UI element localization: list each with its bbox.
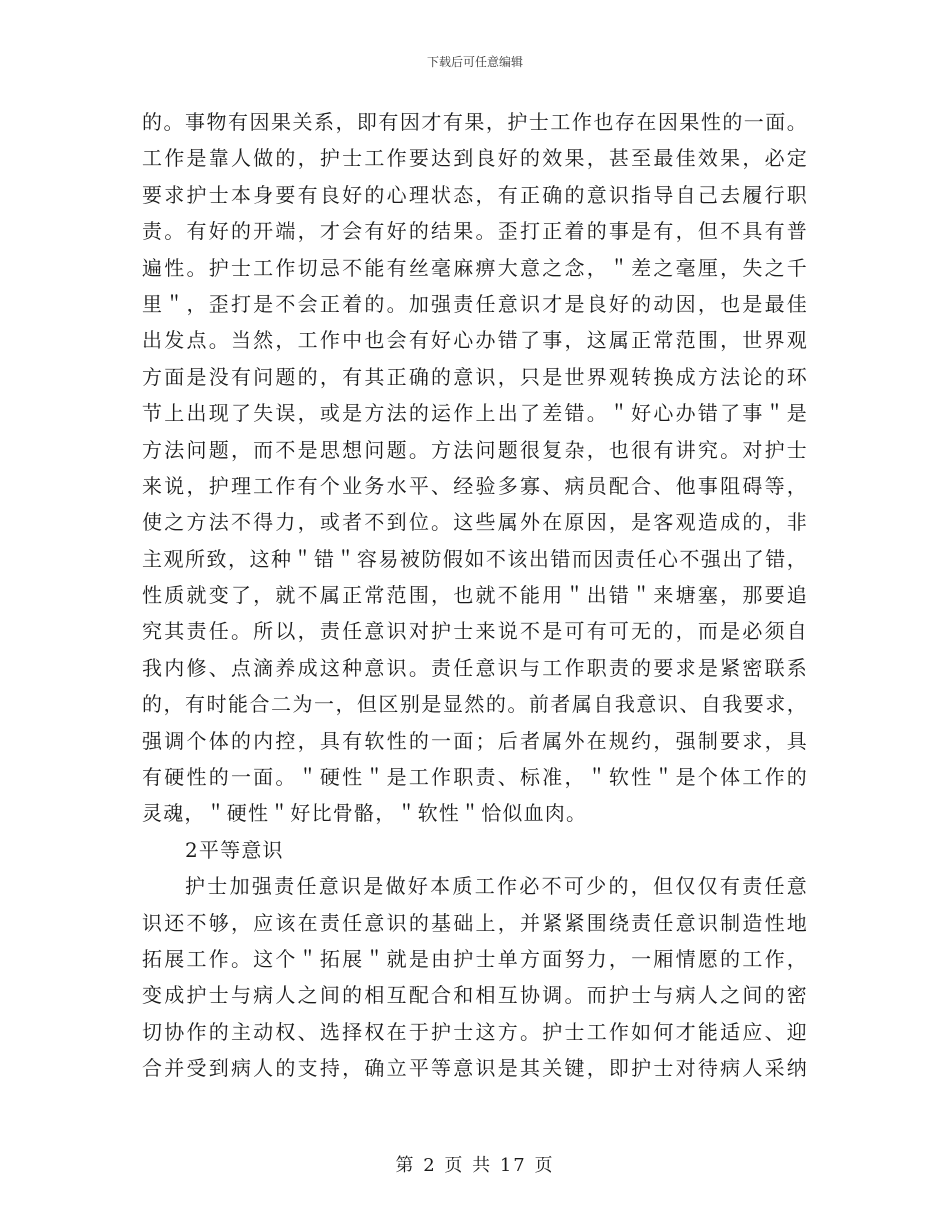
text-line: 识还不够，应该在责任意识的基础上，并紧紧围绕责任意识制造性地 [142, 910, 808, 935]
text-line: 变成护士与病人之间的相互配合和相互协调。而护士与病人之间的密 [142, 983, 808, 1008]
text-line: 责。有好的开端，才会有好的结果。歪打正着的事是有，但不具有普 [142, 219, 808, 244]
text-line: 切协作的主动权、选择权在于护士这方。护士工作如何才能适应、迎 [142, 1019, 808, 1044]
text-line: 我内修、点滴养成这种意识。责任意识与工作职责的要求是紧密联系 [142, 655, 808, 680]
text-line: 里＂，歪打是不会正着的。加强责任意识才是良好的动因，也是最佳 [142, 291, 808, 316]
text-line: 性质就变了，就不属正常范围，也就不能用＂出错＂来塘塞，那要追 [142, 583, 808, 608]
text-line: 方法问题，而不是思想问题。方法问题很复杂，也很有讲究。对护士 [142, 437, 808, 462]
text-line: 拓展工作。这个＂拓展＂就是由护士单方面努力，一厢情愿的工作， [142, 946, 808, 971]
text-line: 强调个体的内控，具有软性的一面；后者属外在规约，强制要求，具 [142, 728, 808, 753]
text-line: 的。事物有因果关系，即有因才有果，护士工作也存在因果性的一面。 [142, 110, 808, 134]
text-line: 工作是靠人做的，护士工作要达到良好的效果，甚至最佳效果，必定 [142, 146, 808, 171]
text-line: 要求护士本身要有良好的心理状态，有正确的意识指导自己去履行职 [142, 182, 808, 207]
text-line: 方面是没有问题的，有其正确的意识，只是世界观转换成方法论的环 [142, 364, 808, 389]
text-line: 有硬性的一面。＂硬性＂是工作职责、标准，＂软性＂是个体工作的 [142, 765, 808, 790]
text-line: 合并受到病人的支持，确立平等意识是其关键，即护士对待病人采纳 [142, 1056, 808, 1081]
text-line: 主观所致，这种＂错＂容易被防假如不该出错而因责任心不强出了错， [142, 546, 808, 571]
page-number: 第 2 页 共 17 页 [395, 1155, 555, 1176]
text-line: 使之方法不得力，或者不到位。这些属外在原因，是客观造成的，非 [142, 510, 808, 535]
text-line: 的，有时能合二为一，但区别是显然的。前者属自我意识、自我要求， [142, 692, 808, 717]
text-line: 护士加强责任意识是做好本质工作必不可少的，但仅仅有责任意 [185, 874, 808, 899]
text-line: 究其责任。所以，责任意识对护士来说不是可有可无的，而是必须自 [142, 619, 808, 644]
document-body [142, 104, 808, 1087]
text-line: 出发点。当然，工作中也会有好心办错了事，这属正常范围，世界观 [142, 328, 808, 353]
text-line: 遍性。护士工作切忌不能有丝毫麻痹大意之念，＂差之毫厘，失之千 [142, 255, 808, 280]
section-heading: 2平等意识 [185, 837, 284, 862]
text-line: 灵魂，＂硬性＂好比骨骼，＂软性＂恰似血肉。 [142, 801, 588, 826]
text-line: 来说，护理工作有个业务水平、经验多寡、病员配合、他事阻碍等， [142, 473, 808, 498]
page-header: 下载后可任意编辑 [426, 55, 523, 69]
text-line: 节上出现了失误，或是方法的运作上出了差错。＂好心办错了事＂是 [142, 401, 808, 426]
